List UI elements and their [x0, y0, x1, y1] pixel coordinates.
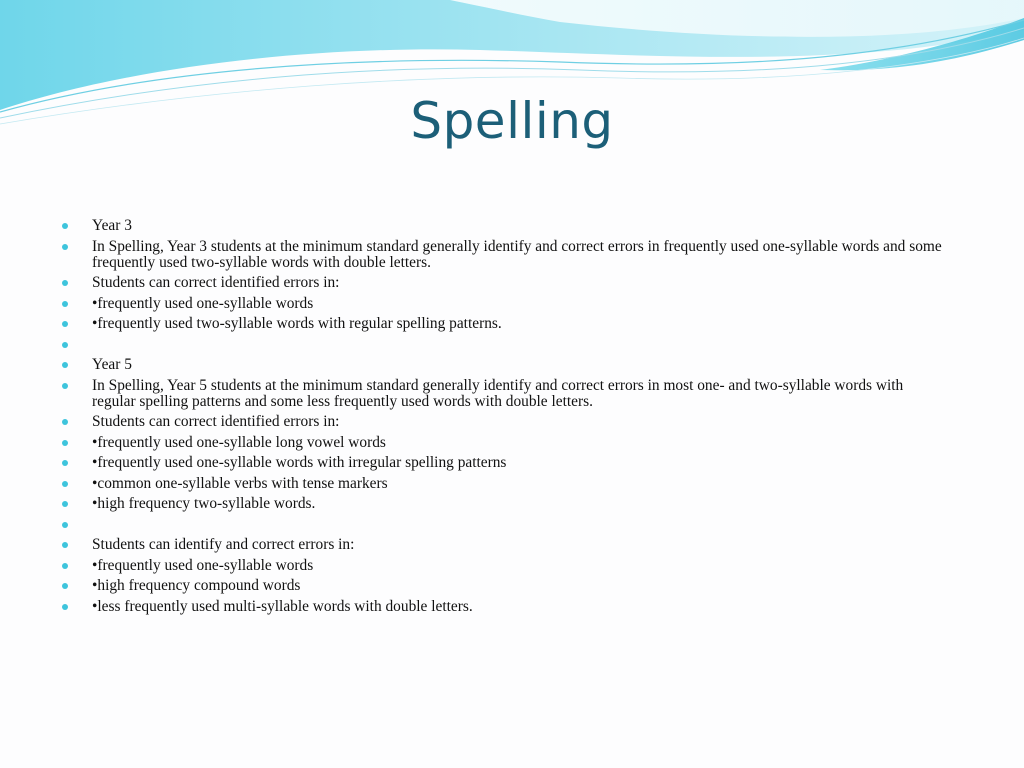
bullet-dot-icon [62, 419, 68, 425]
list-item [62, 558, 942, 574]
bullet-text: •high frequency compound words [92, 577, 301, 594]
bullet-text: Year 5 [92, 356, 132, 373]
bullet-text: Students can correct identified errors in: [92, 413, 340, 430]
list-item [62, 455, 942, 471]
bullet-text: •less frequently used multi-syllable words with double letters. [92, 597, 473, 615]
list-item [62, 476, 942, 492]
bullet-dot-icon [62, 223, 68, 229]
bullet-dot-icon [62, 460, 68, 466]
bullet-text: •common one-syllable verbs with tense markers [92, 474, 388, 492]
bullet-dot-icon [62, 522, 68, 528]
bullet-text: In Spelling, Year 5 students at the minimum standard generally identify and correct errors in most one- and two-syllable words with regular spelling patterns and some less frequently used words with double letters. [92, 376, 904, 410]
list-item [62, 599, 942, 615]
list-item [62, 275, 942, 291]
bullet-text: Students can identify and correct errors in: [92, 536, 355, 553]
list-item [62, 337, 942, 353]
bullet-text: •high frequency two-syllable words. [92, 495, 316, 512]
list-item [62, 496, 942, 512]
bullet-dot-icon [62, 301, 68, 307]
list-item [62, 414, 942, 430]
bullet-dot-icon [62, 604, 68, 610]
bullet-dot-icon [62, 481, 68, 487]
list-item [62, 435, 942, 451]
list-item [62, 378, 942, 410]
bullet-text: Students can correct identified errors in: [92, 274, 340, 291]
bullet-text: •frequently used one-syllable words with irregular spelling patterns [92, 454, 507, 471]
list-item [62, 316, 942, 332]
bullet-dot-icon [62, 583, 68, 589]
bullet-text: •frequently used one-syllable long vowel words [92, 433, 386, 451]
bullet-text: In Spelling, Year 3 students at the minimum standard generally identify and correct errors in frequently used one-syllable words and some frequently used two-syllable words with double letters. [92, 237, 942, 271]
bullet-text: Year 3 [92, 217, 132, 234]
bullet-dot-icon [62, 280, 68, 286]
bullet-dot-icon [62, 321, 68, 327]
bullet-list [62, 218, 942, 619]
bullet-dot-icon [62, 342, 68, 348]
bullet-text: •frequently used one-syllable words [92, 294, 314, 312]
bullet-dot-icon [62, 244, 68, 250]
bullet-dot-icon [62, 383, 68, 389]
slide-title: Spelling [410, 92, 614, 150]
bullet-text: •frequently used two-syllable words with regular spelling patterns. [92, 315, 502, 332]
bullet-dot-icon [62, 542, 68, 548]
list-item [62, 357, 942, 373]
bullet-dot-icon [62, 563, 68, 569]
list-item [62, 517, 942, 533]
list-item [62, 296, 942, 312]
list-item [62, 218, 942, 234]
bullet-text: •frequently used one-syllable words [92, 556, 314, 574]
list-item [62, 537, 942, 553]
bullet-dot-icon [62, 362, 68, 368]
list-item [62, 578, 942, 594]
bullet-dot-icon [62, 501, 68, 507]
list-item [62, 239, 942, 271]
bullet-dot-icon [62, 440, 68, 446]
